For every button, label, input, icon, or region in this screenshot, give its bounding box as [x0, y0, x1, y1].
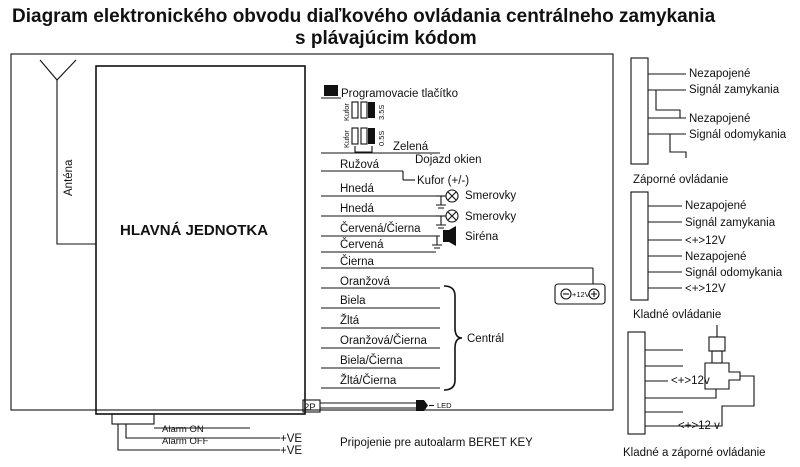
- led-icon: [416, 400, 434, 411]
- siren-icon: [432, 226, 456, 248]
- main-unit-box: [96, 66, 305, 414]
- smerovky-2-label: Smerovky: [465, 211, 517, 223]
- combined-voltage-2: <+>12 v: [678, 420, 720, 432]
- negative-item-2: Signál zamykania: [689, 84, 780, 96]
- antenna-icon: [40, 60, 96, 244]
- program-button-icon: [324, 85, 338, 96]
- positive-item-3: <+>12V: [685, 235, 726, 247]
- positive-control-caption: Kladné ovládanie: [633, 309, 722, 321]
- jumper-icon: [352, 102, 375, 152]
- positive-item-4: Nezapojené: [685, 251, 747, 263]
- led-label: LED: [437, 401, 452, 410]
- turn-signal-lamp-icon-1: [436, 190, 458, 208]
- jumper-top-kufor-label: Kufor: [342, 103, 351, 121]
- jumper-top-time-label: 3.5S: [377, 104, 386, 120]
- alarm-on-label: Alarm ON: [162, 424, 204, 435]
- central-wire-4: Oranžová/Čierna: [340, 335, 427, 347]
- led-connector-label: 2P: [304, 402, 316, 413]
- jumper-bottom-time-label: 0.5S: [377, 130, 386, 146]
- sirena-label: Siréna: [465, 231, 499, 243]
- negative-control-block: [631, 58, 686, 164]
- central-wire-2: Biela: [340, 295, 366, 307]
- wire-zelena-label: Zelená: [393, 141, 429, 153]
- positive-item-6: <+>12V: [685, 283, 726, 295]
- alarm-note: Pripojenie pre autoalarm BERET KEY: [340, 437, 533, 449]
- combined-voltage-1: <+>12v: [671, 375, 710, 387]
- central-label: Centrál: [467, 333, 505, 345]
- antenna-label: Anténa: [63, 159, 75, 196]
- jumper-bottom-kufor-label: Kufor: [342, 130, 351, 148]
- wire-cervena-cierna-label: Červená/Čierna: [340, 223, 421, 235]
- positive-control-block: [631, 192, 682, 300]
- positive-item-1: Nezapojené: [685, 200, 747, 212]
- turn-signal-lamp-icon-2: [436, 210, 458, 228]
- wire-hneda-2-label: Hnedá: [340, 203, 374, 215]
- negative-item-4: Signál odomykania: [689, 129, 787, 141]
- dojazd-okien-label: Dojazd okien: [415, 154, 482, 166]
- positive-item-2: Signál zamykania: [685, 217, 776, 229]
- positive-item-5: Signál odomykania: [685, 267, 783, 279]
- negative-item-1: Nezapojené: [689, 68, 751, 80]
- battery-voltage-label: +12V: [572, 290, 590, 299]
- alarm-off-label: Alarm OFF: [162, 436, 209, 447]
- wire-ruzova-label: Ružová: [340, 159, 379, 171]
- wire-cervena-label: Červená: [340, 239, 384, 251]
- program-button-label: Programovacie tlačítko: [341, 88, 458, 100]
- central-wire-5: Biela/Čierna: [340, 355, 403, 367]
- diagram-title: Diagram elektronického obvodu diaľkového ovládania centrálneho zamykania: [12, 6, 716, 27]
- negative-item-3: Nezapojené: [689, 113, 751, 125]
- diagram-subtitle: s plávajúcim kódom: [295, 28, 477, 49]
- smerovky-1-label: Smerovky: [465, 190, 517, 202]
- central-wire-6: Žltá/Čierna: [340, 375, 397, 387]
- negative-control-caption: Záporné ovládanie: [633, 174, 729, 186]
- alarm-connector: [112, 414, 154, 424]
- wire-hneda-1-label: Hnedá: [340, 183, 374, 195]
- wire-cierna-label: Čierna: [340, 256, 374, 268]
- main-unit-label: HLAVNÁ JEDNOTKA: [120, 222, 269, 239]
- central-wire-3: Žltá: [340, 315, 360, 327]
- alarm-ve-1-label: +VE: [280, 433, 303, 445]
- alarm-ve-2-label: +VE: [280, 445, 303, 457]
- central-wire-1: Oranžová: [340, 276, 390, 288]
- combined-control-caption: Kladné a záporné ovládanie: [623, 447, 766, 459]
- kufor-label: Kufor (+/-): [417, 175, 470, 187]
- central-bracket: [444, 286, 462, 390]
- outer-frame: [11, 54, 613, 410]
